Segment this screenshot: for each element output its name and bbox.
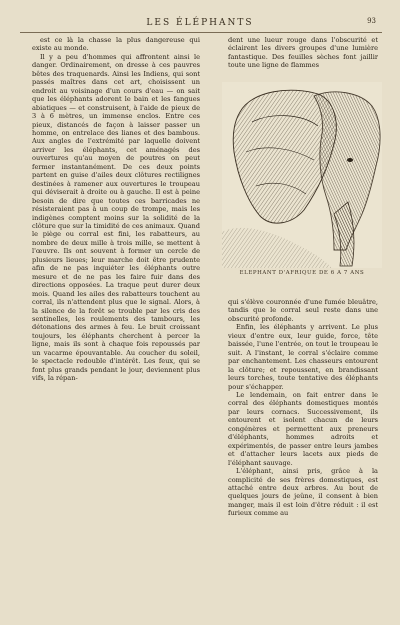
- elephant-illustration: [222, 82, 382, 268]
- page-number: 93: [367, 17, 376, 25]
- elephant-head-engraving: [222, 82, 382, 268]
- right-paragraph: Le lendemain, on fait entrer dans le corral des éléphants domestiques montés par leurs cornacs. Successivement, ils entourent et isolent chacun de leurs congénères et permettent aux preneurs d'éléphants, hommes adroits et expérimentés, de passer entre leurs jambes et d'attacher leurs lacets aux pieds de l'éléphant sauvage.: [228, 390, 378, 467]
- right-top-paragraph: dent une lueur rouge dans l'obscurité et éclairent les divers groupes d'une lumière fantastique. Des feuilles sèches font jaillir toute une ligne de flammes: [228, 36, 378, 70]
- right-paragraph: qui s'élève couronnée d'une fumée bleuâtre, tandis que le corral seul reste dans une obscurité profonde.: [228, 298, 378, 323]
- right-paragraph: L'éléphant, ainsi pris, grâce à la complicité de ses frères domestiques, est attaché entre deux arbres. Au bout de quelques jours de jeûne, il consent à bien manger, mais il est loin d'être réduit : il est furieux comme au: [228, 467, 378, 518]
- running-header: LES ÉLÉPHANTS: [146, 18, 254, 28]
- header-rule: [20, 32, 382, 33]
- right-column-bottom: [228, 298, 378, 610]
- figure-caption: ÉLÉPHANT D'AFRIQUE DE 6 A 7 ANS: [239, 270, 365, 276]
- right-paragraph: Enfin, les éléphants y arrivent. Le plus vieux d'entre eux, leur guide, force, tête baissée, l'une l'entrée, on tout le troupeau le suit. A l'instant, le corral s'éclaire comme par enchantement. Les chasseurs entourent la clôture; et repoussent, en brandissant leurs torches, toute tentative des éléphants pour s'échapper.: [228, 323, 378, 391]
- right-column-top: [228, 36, 378, 78]
- left-paragraph: est ce là la chasse la plus dangereuse qui existe au monde.: [32, 36, 200, 53]
- left-column: [32, 36, 200, 610]
- left-paragraph: Il y a peu d'hommes qui affrontent ainsi le danger. Ordinairement, on dresse à ces pauvres bêtes des traquenards. Ainsi les Indiens, qui sont passés maîtres dans cet art, choisissent un endroit au voisinage d'un cours d'eau — on sait que les éléphants adorent le bain et les fangues abiatiques — et construisent, à l'aide de pieux de 3 à 6 mètres, un immense enclos. Entre ces pieux, distancés de façon à laisser passer un homme, on entrelace des lianes et des bambous. Aux angles de l'extrémité par laquelle doivent arriver les éléphants, cet aménagés des ouvertures qu'au moyen de poutres on peut fermer instantanément. De ces deux points partent en guise d'ailes deux clôtures rectilignes destinées à ramener aux ouvertures le troupeau qui déviserait à droite ou à gauche. Il est à peine besoin de dire que toutes ces barricades ne résisteraient pas à un coup de trompe, mais les indigènes comptent moins sur la solidité de la clôture que sur la timidité de ces animaux. Quand le piège ou corral est fini, les rabatteurs, au nombre de deux mille à trois mille, se mettent à l'œuvre. Ils ont souvent à former un cercle de plusieurs lieues; leur marche doit être prudente afin de ne pas inquiéter les éléphants outre mesure et de ne pas les faire fuir dans des directions opposées. La traque peut durer deux mois. Quand les ailes des rabatteurs touchent au corral, ils n'attendent plus que le signal. Alors, à la silence de la forêt se trouble par les cris des sentinelles, les roulements des tambours, les détonations des armes à feu. Le bruit croissant toujours, les éléphants cherchent à percer la ligne, mais ils sont à chaque fois repoussés par un vacarme épouvantable. Au coucher du soleil, le spectacle redouble d'intérêt. Les feux, qui se font plus grands pendant le jour, deviennent plus vifs, la répan-: [32, 52, 200, 383]
